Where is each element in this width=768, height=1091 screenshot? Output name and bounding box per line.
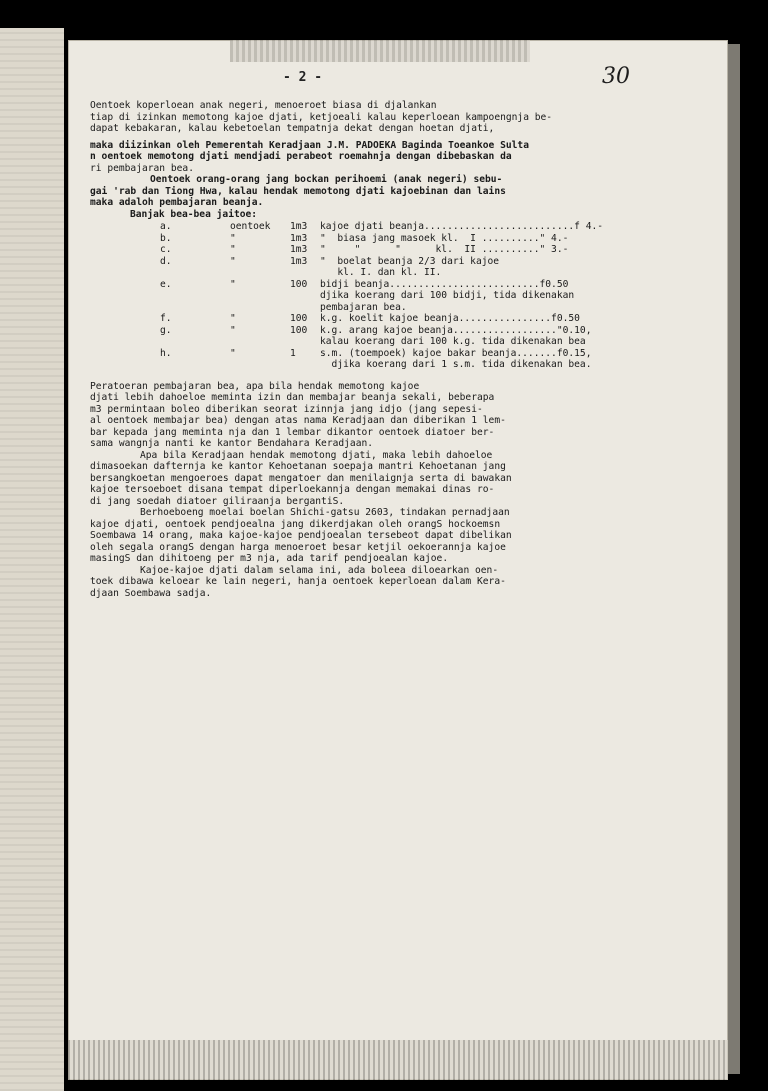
- text-line: m3 permintaan boleo diberikan seorat izinnja jang idjo (jang sepesi-: [90, 403, 483, 415]
- table-row: pembajaran bea.: [320, 301, 407, 313]
- text-line: ri pembajaran bea.: [90, 162, 194, 174]
- text-line: djati lebih dahoeloe meminta izin dan membajar beanja sekali, beberapa: [90, 392, 495, 403]
- text-line: oleh segala orangS dengan harga menoeroet besar ketjil oekoerannja kajoe: [90, 541, 506, 553]
- text-line: masingS dan dihitoeng per m3 nja, ada tarif pendjoealan kajoe.: [90, 553, 449, 564]
- text-line: Peratoeran pembajaran bea, apa bila hendak memotong kajoe: [90, 380, 420, 392]
- text-line: maka adaloh pembajaran beanja.: [90, 197, 264, 208]
- text-line: al oentoek membajar bea) dengan atas nama Keradjaan dan diberikan 1 lem-: [90, 415, 506, 426]
- text-line: Kajoe-kajoe djati dalam selama ini, ada boleea diloearkan oen-: [140, 564, 499, 576]
- text-line: djaan Soembawa sadja.: [90, 587, 212, 599]
- table-row: djika koerang dari 1 s.m. tida dikenakan bea.: [320, 359, 592, 370]
- document-body: [90, 100, 650, 599]
- paragraph-2: [90, 174, 650, 209]
- text-line: toek dibawa keloear ke lain negeri, hanja oentoek keperloean dalam Kera-: [90, 576, 506, 587]
- text-line: gai 'rab dan Tiong Hwa, kalau hendak memotong djati kajoebinan dan lains: [90, 185, 506, 197]
- table-row: c. " 1m3 " " " kl. II .........." 3.-: [160, 244, 569, 255]
- table-row: d. " 1m3 " boelat beanja 2/3 dari kajoe: [160, 255, 500, 267]
- text-line: maka diizinkan oleh Pemerentah Keradjaan J.M. PADOEKA Baginda Toeankoe Sulta: [90, 139, 529, 151]
- table-row: g. " 100 k.g. arang kajoe beanja.................."0.10,: [160, 324, 592, 336]
- page-number: - 2 -: [283, 70, 323, 85]
- text-line: Apa bila Keradjaan hendak memotong djati, maka lebih dahoeloe: [140, 449, 493, 461]
- text-line: bar kepada jang meminta nja dan 1 lembar dikantor oentoek diatoer ber-: [90, 426, 495, 438]
- bea-heading: Banjak bea-bea jaitoe:: [130, 208, 258, 220]
- paragraph-3: [90, 381, 650, 450]
- scan-noise-top: [230, 40, 530, 62]
- text-line: Berhoeboeng moelai boelan Shichi-gatsu 2603, tindakan pernadjaan: [140, 507, 510, 518]
- text-line: kajoe tersoeboet disana tempat diperloekannja dengan memakai dinas ro-: [90, 484, 495, 495]
- text-line: tiap di izinkan memotong kajoe djati, ketjoeali kalau keperloean kampoengnja be-: [90, 111, 553, 123]
- table-row: f. " 100 k.g. koelit kajoe beanja................f0.50: [160, 313, 580, 324]
- text-line: n oentoek memotong djati mendjadi perabeot roemahnja dengan dibebaskan da: [90, 151, 512, 162]
- scan-noise-bottom: [68, 1040, 728, 1080]
- table-row: djika koerang dari 100 bidji, tida dikenakan: [320, 290, 575, 301]
- text-line: dapat kebakaran, kalau kebetoelan tempatnja dekat dengan hoetan djati,: [90, 123, 495, 134]
- page-edge-shadow: [728, 44, 740, 1074]
- text-line: Oentoek koperloean anak negeri, menoeroet biasa di djalankan: [90, 100, 437, 111]
- table-row: kalau koerang dari 100 k.g. tida dikenakan bea: [320, 336, 586, 347]
- text-line: dimasoekan dafternja ke kantor Kehoetanan soepaja mantri Kehoetanan jang: [90, 461, 506, 472]
- text-line: kajoe djati, oentoek pendjoealna jang dikerdjakan oleh orangS hockoemsn: [90, 518, 501, 530]
- handwritten-page-number: 30: [602, 64, 630, 89]
- paragraph-1: [90, 100, 650, 174]
- text-line: Oentoek orang-orang jang bockan perihoemi (anak negeri) sebu-: [150, 174, 503, 185]
- paragraph-4: [90, 450, 650, 508]
- table-row: kl. I. dan kl. II.: [320, 267, 442, 278]
- paragraph-6: [90, 565, 650, 600]
- text-line: sama wangnja nanti ke kantor Bendahara Keradjaan.: [90, 438, 374, 449]
- table-row: h. " 1 s.m. (toempoek) kajoe bakar beanja.......f0.15,: [160, 347, 592, 359]
- table-row: b. " 1m3 " biasa jang masoek kl. I .........." 4.-: [160, 232, 569, 244]
- text-line: bersangkoetan mengoeroes dapat mengatoer dan menilaignja serta di bawakan: [90, 472, 512, 484]
- text-line: di jang soedah diatoer giliraanja bergantiS.: [90, 495, 345, 507]
- table-row: a. oentoek 1m3 kajoe djati beanja..........................f 4.-: [160, 221, 604, 232]
- table-row: e. " 100 bidji beanja..........................f0.50: [160, 278, 569, 290]
- text-line: Soembawa 14 orang, maka kajoe-kajoe pendjoealan tersebeot dapat dibelikan: [90, 530, 512, 541]
- paragraph-5: [90, 507, 650, 565]
- adjacent-page-strip: [0, 28, 64, 1091]
- bea-table: [90, 221, 650, 371]
